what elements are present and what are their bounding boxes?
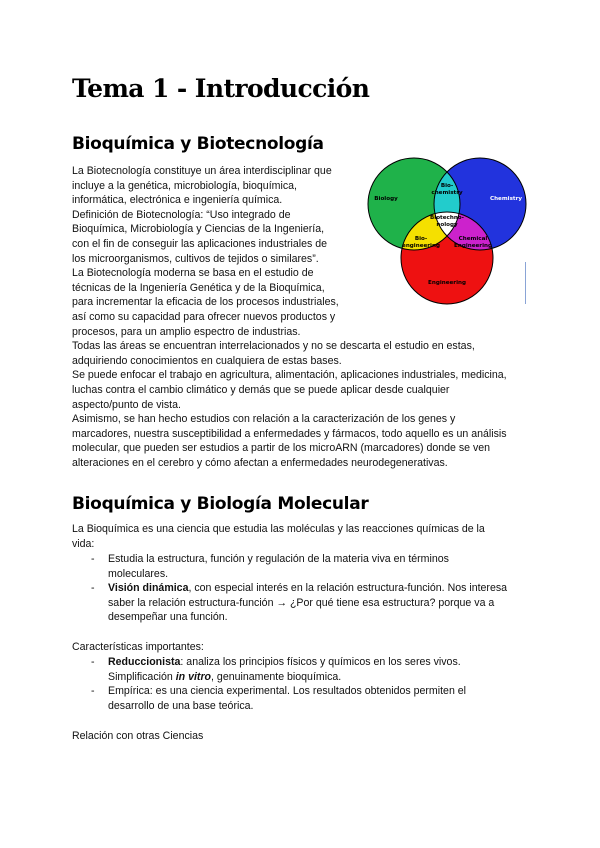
venn-label-biochemistry-2: chemistry xyxy=(431,190,463,196)
text-line: La Bioquímica es una ciencia que estudia las moléculas y las reacciones químicas de la xyxy=(72,523,485,535)
text-line: Todas las áreas se encuentran interrelacionados y no se descarta el estudio en estas, xyxy=(72,340,475,353)
text-line: adquiriendo conocimientos en cualquiera de estas bases. xyxy=(72,354,342,367)
text-line: molecular, que pueden ser estudios a partir de los microARN (marcadores) donde se ven xyxy=(72,442,491,455)
text-line: los microorganismos, cultivos de tejidos o similares”. xyxy=(72,252,319,265)
list-item xyxy=(72,684,466,713)
emphasis-term: in vitro xyxy=(175,670,212,683)
dash-marker: - xyxy=(91,685,95,698)
text-line xyxy=(108,670,466,685)
text-line: procesos, para un amplio espectro de industrias. xyxy=(72,325,301,338)
text-line xyxy=(108,581,507,596)
page-title: Tema 1 - Introducción xyxy=(72,74,370,103)
text-line: La Biotecnología moderna se basa en el estudio de xyxy=(72,267,314,280)
text-line: Asimismo, se han hecho estudios con relación a la caracterización de los genes y xyxy=(72,413,456,426)
text-line: moleculares. xyxy=(108,567,169,580)
venn-label-chemical-engineering-2: Engineering xyxy=(454,243,492,249)
text-fragment: : analiza los principios físicos y químicos en los seres vivos. xyxy=(180,656,461,668)
text-line: Se puede enfocar el trabajo en agricultura, alimentación, aplicaciones industriales, medicina, xyxy=(72,369,507,382)
venn-label-biotechnology-2: nology xyxy=(436,222,458,228)
list-item xyxy=(72,581,507,625)
section2-intro xyxy=(72,522,485,551)
text-line: Empírica: es una ciencia experimental. Los resultados obtenidos permiten el xyxy=(108,685,467,698)
venn-label-biochemistry-1: Bio- xyxy=(440,183,454,189)
text-line: con el fin de conseguir las aplicaciones industriales de xyxy=(72,237,327,250)
list-item xyxy=(72,552,507,581)
text-fragment: Simplificación xyxy=(108,670,176,683)
text-fragment: , con especial interés en la relación estructura-función. Nos interesa xyxy=(188,582,508,595)
bold-term: Reduccionista xyxy=(108,656,181,668)
text-line: luchas contra el cambio climático y demás que se puede aplicar desde cualquier xyxy=(72,383,450,396)
text-line: desempeñar una función. xyxy=(108,611,228,624)
bold-term: Visión dinámica xyxy=(108,582,189,595)
text-line: Relación con otras Ciencias xyxy=(72,730,204,742)
text-line: marcadores, nuestra susceptibilidad a enfermedades y fármacos, todo aquello es un análisis xyxy=(72,427,507,440)
text-line: saber la relación estructura-función → ¿Por qué tiene esa estructura? porque va a xyxy=(108,596,495,609)
dash-marker: - xyxy=(91,582,95,595)
text-line: informática, electrónica e ingeniería química. xyxy=(72,194,283,207)
venn-label-biotechnology-1: Biotechno- xyxy=(430,215,464,221)
venn-label-bioengineering-1: Bio- xyxy=(414,236,428,242)
dash-marker: - xyxy=(91,553,95,565)
text-line: alteraciones en el cerebro y cómo afectan a enfermedades neurodegenerativas. xyxy=(72,456,448,469)
text-line: Estudia la estructura, función y regulación de la materia viva en términos xyxy=(108,553,449,565)
text-line: Definición de Biotecnología: “Uso integrado de xyxy=(72,208,291,221)
text-line: Bioquímica, Microbiología y Ciencias de la Ingeniería, xyxy=(72,223,325,236)
section-heading-biotecnologia: Bioquímica y Biotecnología xyxy=(72,134,324,154)
features-bullet-list xyxy=(72,655,466,713)
text-fragment: , genuinamente bioquímica. xyxy=(211,670,342,683)
text-line: así como su capacidad para ofrecer nuevos productos y xyxy=(72,310,336,323)
dash-marker: - xyxy=(91,656,95,668)
section-heading-biologia-molecular: Bioquímica y Biología Molecular xyxy=(72,494,369,514)
text-line: desarrollo de una base teórica. xyxy=(108,699,254,712)
venn-label-chemical-engineering-1: Chemical xyxy=(458,236,488,242)
venn-diagram xyxy=(366,156,528,306)
text-line: Características importantes: xyxy=(72,641,204,653)
venn-label-chemistry: Chemistry xyxy=(489,196,523,202)
text-line: para incrementar la eficacia de los procesos industriales, xyxy=(72,296,339,309)
list-item xyxy=(72,655,466,684)
relation-label xyxy=(72,729,203,744)
text-line: La Biotecnología constituye un área interdisciplinar que xyxy=(72,165,332,177)
venn-label-biology: Biology xyxy=(374,196,398,202)
text-line: incluye a la genética, microbiología, bioquímica, xyxy=(72,179,297,192)
text-line: aspecto/punto de vista. xyxy=(72,398,181,411)
text-line: vida: xyxy=(72,537,95,550)
venn-label-bioengineering-2: engineering xyxy=(402,243,440,249)
features-label xyxy=(72,640,204,655)
text-line: técnicas de la Ingeniería Genética y de la Bioquímica, xyxy=(72,281,325,294)
venn-label-engineering: Engineering xyxy=(428,280,466,286)
image-edge-line xyxy=(525,262,526,304)
definition-bullet-list xyxy=(72,552,507,625)
text-line xyxy=(108,655,466,670)
